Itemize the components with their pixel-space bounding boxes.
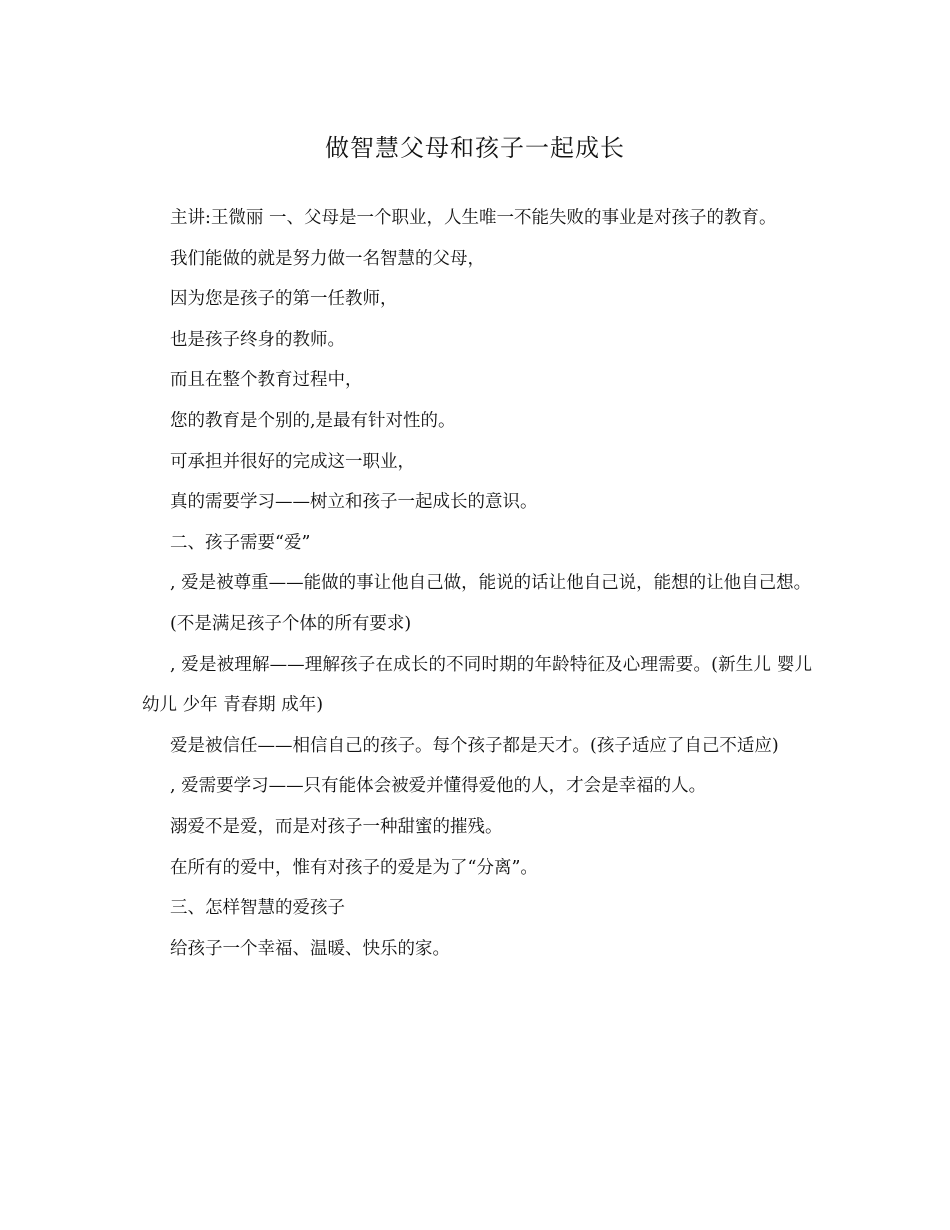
paragraph-18: 给孩子一个幸福、温暖、快乐的家。 <box>170 938 450 959</box>
paragraph-1: 主讲:王微丽 一、父母是一个职业，人生唯一不能失败的事业是对孩子的教育。 <box>170 208 777 228</box>
paragraph-3: 因为您是孩子的第一任教师， <box>170 289 398 310</box>
paragraph-15: 溺爱不是爱，而是对孩子一种甜蜜的摧残。 <box>170 816 503 837</box>
paragraph-7: 可承担并很好的完成这一职业， <box>170 451 415 472</box>
paragraph-11: (不是满足孩子个体的所有要求) <box>170 613 412 634</box>
paragraph-6: 您的教育是个别的,是最有针对性的。 <box>170 410 456 431</box>
paragraph-4: 也是孩子终身的教师。 <box>170 329 345 350</box>
document-title: 做智慧父母和孩子一起成长 <box>325 134 625 162</box>
paragraph-17: 三、怎样智慧的爱孩子 <box>170 898 345 919</box>
paragraph-9: 二、孩子需要“爱” <box>170 532 311 553</box>
paragraph-2: 我们能做的就是努力做一名智慧的父母， <box>170 248 485 269</box>
paragraph-12: , 爱是被理解——理解孩子在成长的不同时期的年龄特征及心理需要。(新生儿 婴儿 幼儿 少年 青春期 成年) <box>142 654 812 716</box>
paragraph-10: , 爱是被尊重——能做的事让他自己做，能说的话让他自己说，能想的让他自己想。 <box>170 573 812 594</box>
document-body <box>142 198 812 969</box>
paragraph-13: 爱是被信任——相信自己的孩子。每个孩子都是天才。(孩子适应了自己不适应) <box>170 735 779 756</box>
paragraph-16: 在所有的爱中，惟有对孩子的爱是为了“分离”。 <box>170 857 538 878</box>
paragraph-5: 而且在整个教育过程中， <box>170 370 363 391</box>
paragraph-14: , 爱需要学习——只有能体会被爱并懂得爱他的人，才会是幸福的人。 <box>170 776 707 797</box>
paragraph-8: 真的需要学习——树立和孩子一起成长的意识。 <box>170 492 538 513</box>
